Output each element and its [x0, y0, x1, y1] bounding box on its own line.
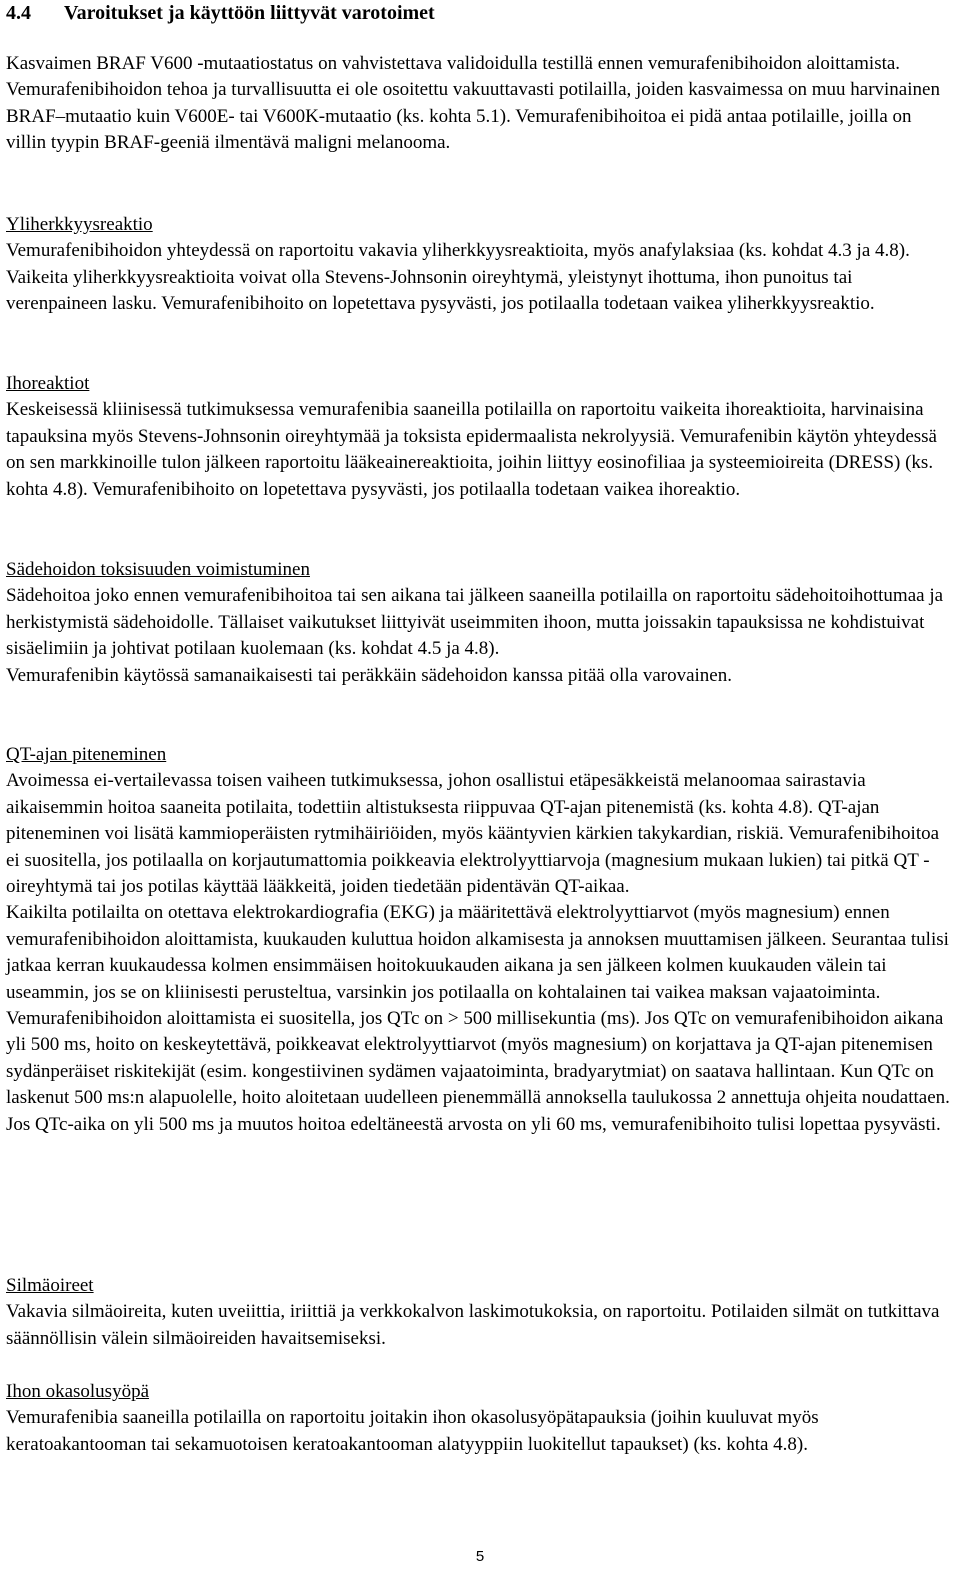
qt-text-3: Vemurafenibihoidon aloittamista ei suositella, jos QTc on > 500 millisekuntia (ms). Jos QTc on vemurafenibihoidon aikana yli 500 ms, hoito on keskeytettävä, poikkeavat elektrolyyttiarvot (myös magnesium) on korjattava ja QT-ajan pitenemisen sydänperäiset riskitekijät (esim. kongestiivinen sydämen vajaatoiminta, bradyarytmiat) on saatava hallintaan. Kun QTc on laskenut 500 ms:n alapuolelle, hoito aloitetaan uudelleen pienemmällä annoksella taulukossa 2 annettuja ohjeita noudattaen. Jos QTc-aika on yli 500 ms ja muutos hoitoa edeltäneestä arvosta on yli 60 ms, vemurafenibihoito tulisi lopettaa pysyvästi. [6, 1008, 950, 1135]
radiation-text-1: Sädehoitoa joko ennen vemurafenibihoitoa tai sen aikana tai jälkeen saaneilla potilailla on raportoitu sädehoitoihottumaa ja herkistymistä sädehoidolle. Tällaiset vaikutukset liittyivät useimmiten ihoon, mutta joissakin tapauksissa ne kohdistuivat sisäelimiin ja johtivat potilaan kuolemaan (ks. kohdat 4.5 ja 4.8). [6, 585, 944, 660]
intro-paragraph-block [6, 51, 956, 157]
radiation-heading: Sädehoidon toksisuuden voimistuminen [6, 559, 310, 580]
qt-text-2: Kaikilta potilailta on otettava elektrokardiografia (EKG) ja määritettävä elektrolyyttiarvot (myös magnesium) ennen vemurafenibihoidon aloittamista, kuukauden kuluttua hoidon alkamisesta ja annoksen muuttamisen jälkeen. Seurantaa tulisi jatkaa kerran kuukaudessa kolmen ensimmäisen hoitokuukauden aikana ja sen jälkeen kolmen kuukauden välein tai useammin, jos se on kliinisesti perusteltua, varsinkin jos potilaalla on kohtalainen tai vaikea maksan vajaatoiminta. [6, 902, 949, 1003]
skin-reactions-section [6, 371, 956, 503]
scc-section [6, 1379, 956, 1458]
skin-reactions-heading: Ihoreaktiot [6, 373, 90, 394]
hypersensitivity-text: Vemurafenibihoidon yhteydessä on raportoitu vakavia yliherkkyysreaktioita, myös anafylaksiaa (ks. kohdat 4.3 ja 4.8). Vaikeita yliherkkyysreaktioita voivat olla Stevens-Johnsonin oireyhtymä, yleistynyt ihottuma, ihon punoitus tai verenpaineen lasku. Vemurafenibihoito on lopetettava pysyvästi, jos potilaalla todetaan vaikea yliherkkyysreaktio. [6, 240, 910, 315]
skin-reactions-text: Keskeisessä kliinisessä tutkimuksessa vemurafenibia saaneilla potilailla on raportoitu vaikeita ihoreaktioita, harvinaisina tapauksina myös Stevens-Johnsonin oireyhtymää ja toksista epidermaalista nekrolyysiä. Vemurafenibin käytön yhteydessä on sen markkinoille tulon jälkeen raportoitu lääkeainereaktioita, joihin liittyy eosinofiliaa ja systeemioireita (DRESS) (ks. kohta 4.8). Vemurafenibihoito on lopetettava pysyvästi, jos potilaalla todetaan vaikea ihoreaktio. [6, 399, 937, 500]
radiation-section [6, 557, 956, 689]
section-number: 4.4 [6, 2, 31, 24]
intro-paragraph: Kasvaimen BRAF V600 -mutaatiostatus on vahvistettava validoidulla testillä ennen vemurafenibihoidon aloittamista. Vemurafenibihoidon tehoa ja turvallisuutta ei ole osoitettu vakuuttavasti potilailla, joiden kasvaimessa on muu harvinainen BRAF–mutaatio kuin V600E- tai V600K-mutaatio (ks. kohta 5.1). Vemurafenibihoitoa ei pidä antaa potilaille, joilla on villin tyypin BRAF-geeniä ilmentävä maligni melanooma. [6, 53, 940, 154]
scc-heading: Ihon okasolusyöpä [6, 1381, 150, 1402]
eye-text: Vakavia silmäoireita, kuten uveiittia, iriittiä ja verkkokalvon laskimotukoksia, on raportoitu. Potilaiden silmät on tutkittava säännöllisin välein silmäoireiden havaitsemiseksi. [6, 1301, 940, 1349]
eye-heading: Silmäoireet [6, 1275, 94, 1296]
radiation-text-2: Vemurafenibin käytössä samanaikaisesti tai peräkkäin sädehoidon kanssa pitää olla varovainen. [6, 664, 732, 686]
eye-section [6, 1273, 956, 1352]
qt-section [6, 742, 956, 1138]
section-title: Varoitukset ja käyttöön liittyvät varotoimet [64, 2, 435, 24]
hypersensitivity-section [6, 212, 956, 318]
hypersensitivity-heading: Yliherkkyysreaktio [6, 214, 153, 235]
page-number: 5 [475, 1548, 485, 1565]
qt-text-1: Avoimessa ei-vertailevassa toisen vaiheen tutkimuksessa, johon osallistui etäpesäkkeistä melanoomaa sairastavia aikaisemmin hoitoa saaneita potilaita, todettiin altistuksesta riippuvaa QT-ajan pitenemistä (ks. kohta 4.8). QT-ajan piteneminen voi lisätä kammioperäisten rytmihäiriöiden, myös kääntyvien kärkien takykardian, riskiä. Vemurafenibihoitoa ei suositella, jos potilaalla on korjautumattomia poikkeavia elektrolyyttiarvoja (magnesium mukaan lukien) tai pitkä QT -oireyhtymä tai jos potilas käyttää lääkkeitä, joiden tiedetään pidentävän QT-aikaa. [6, 770, 940, 898]
section-heading [6, 0, 435, 26]
scc-text: Vemurafenibia saaneilla potilailla on raportoitu joitakin ihon okasolusyöpätapauksia (joihin kuuluvat myös keratoakantooman tai sekamuotoisen keratoakantooman alatyyppiin luokitellut tapaukset) (ks. kohta 4.8). [6, 1407, 819, 1455]
qt-heading: QT-ajan piteneminen [6, 744, 167, 765]
